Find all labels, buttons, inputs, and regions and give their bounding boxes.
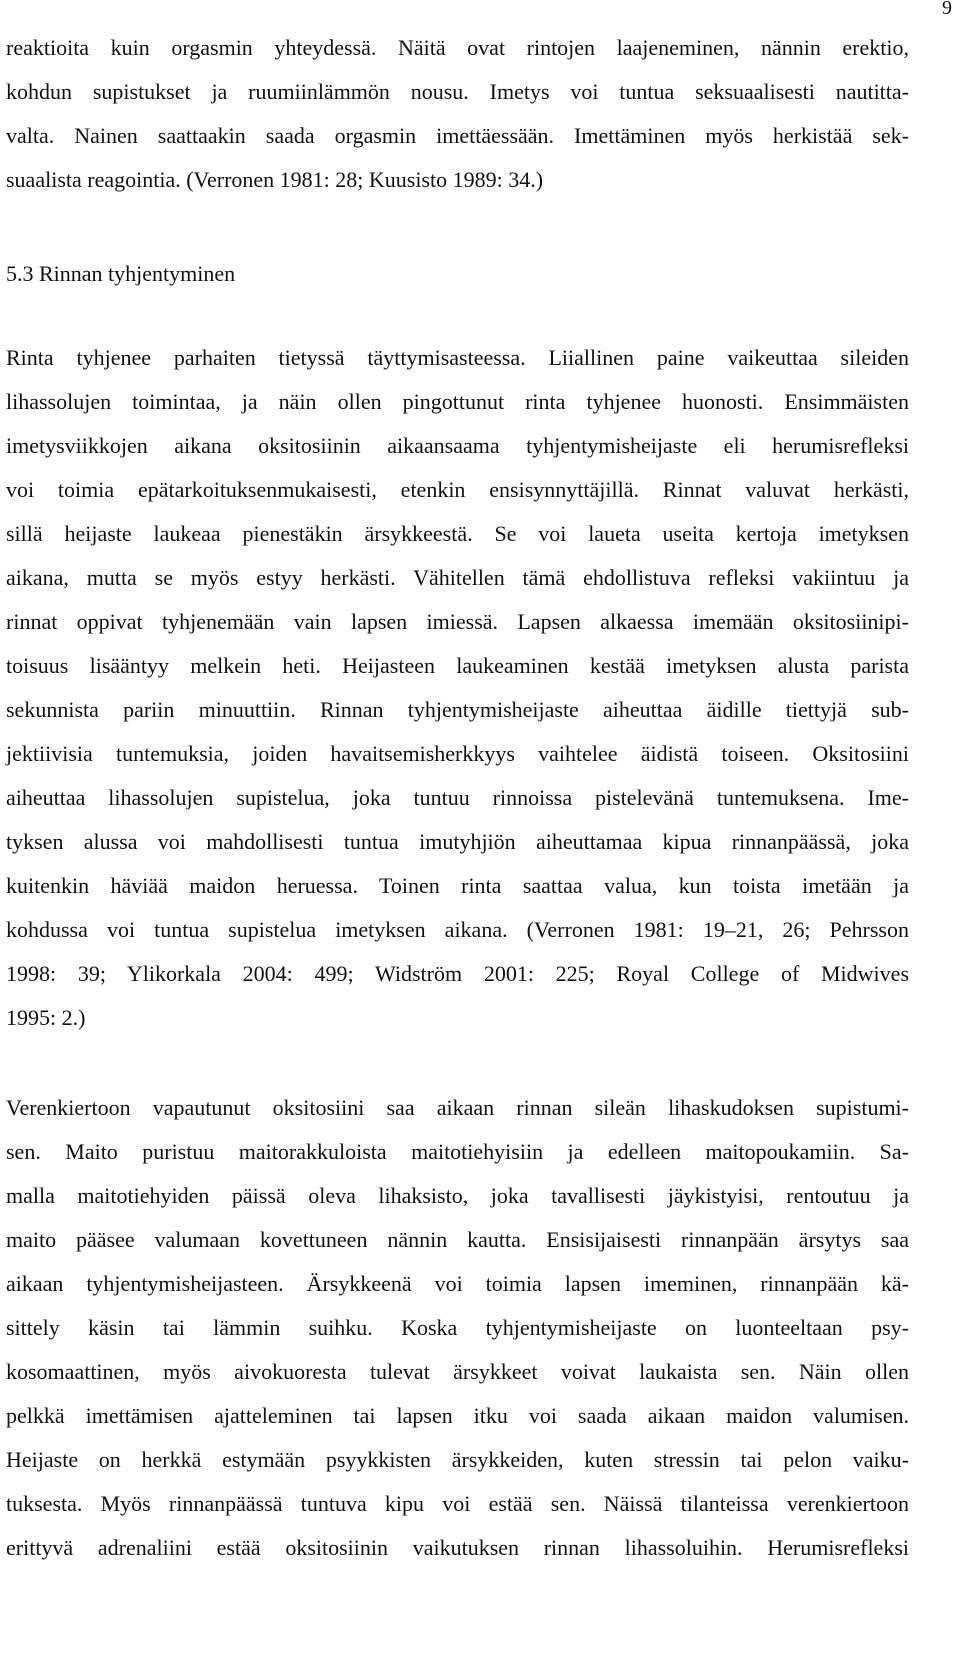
text-line: aikana, mutta se myös estyy herkästi. Vähitellen tämä ehdollistuva refleksi vakiintuu ja [6,565,909,590]
text-line: maito pääsee valumaan kovettuneen nännin kautta. Ensisijaisesti rinnanpään ärsytys saa [6,1227,909,1252]
text-line: voi toimia epätarkoituksenmukaisesti, etenkin ensisynnyttäjillä. Rinnat valuvat herkästi, [6,477,909,502]
text-line: kosomaattinen, myös aivokuoresta tulevat ärsykkeet voivat laukaista sen. Näin ollen [6,1359,909,1384]
text-line: rinnat oppivat tyhjenemään vain lapsen imiessä. Lapsen alkaessa imemään oksitosiinipi- [6,609,909,634]
text-line: Verenkiertoon vapautunut oksitosiini saa aikaan rinnan sileän lihaskudoksen supistumi- [6,1095,909,1120]
text-line: tyksen alussa voi mahdollisesti tuntua imutyhjiön aiheuttamaa kipua rinnanpäässä, joka [6,829,909,854]
text-line: sillä heijaste laukeaa pienestäkin ärsykkeestä. Se voi laueta useita kertoja imetyksen [6,521,909,546]
text-line: erittyvä adrenaliini estää oksitosiinin vaikutuksen rinnan lihassoluihin. Herumisrefleksi [6,1535,909,1560]
text-line: Heijaste on herkkä estymään psyykkisten ärsykkeiden, kuten stressin tai pelon vaiku- [6,1447,909,1472]
text-line: kuitenkin häviää maidon heruessa. Toinen rinta saattaa valua, kun toista imetään ja [6,873,909,898]
text-line: aiheuttaa lihassolujen supistelua, joka tuntuu rinnoissa pistelevänä tuntemuksena. Ime- [6,785,909,810]
text-line: kohdun supistukset ja ruumiinlämmön nousu. Imetys voi tuntua seksuaalisesti nautitta- [6,79,909,104]
text-line: kohdussa voi tuntua supistelua imetyksen aikana. (Verronen 1981: 19–21, 26; Pehrsson [6,917,909,942]
text-line: malla maitotiehyiden päissä oleva lihaksisto, joka tavallisesti jäykistyisi, rentoutuu ja [6,1183,909,1208]
section-heading: 5.3 Rinnan tyhjentyminen [6,261,236,286]
page-number: 9 [942,0,952,19]
text-line: Rinta tyhjenee parhaiten tietyssä täyttymisasteessa. Liiallinen paine vaikeuttaa sileiden [6,345,909,370]
text-line: toisuus lisääntyy melkein heti. Heijasteen laukeaminen kestää imetyksen alusta parista [6,653,909,678]
text-line: aikaan tyhjentymisheijasteen. Ärsykkeenä voi toimia lapsen imeminen, rinnanpään kä- [6,1271,909,1296]
text-line: 1995: 2.) [6,1005,86,1030]
text-line: reaktioita kuin orgasmin yhteydessä. Näitä ovat rintojen laajeneminen, nännin erektio, [6,35,909,60]
text-line: tuksesta. Myös rinnanpäässä tuntuva kipu voi estää sen. Näissä tilanteissa verenkiertoon [6,1491,909,1516]
text-line: pelkkä imettämisen ajatteleminen tai lapsen itku voi saada aikaan maidon valumisen. [6,1403,909,1428]
text-line: sen. Maito puristuu maitorakkuloista maitotiehyisiin ja edelleen maitopoukamiin. Sa- [6,1139,909,1164]
text-line: sekunnista pariin minuuttiin. Rinnan tyhjentymisheijaste aiheuttaa äidille tiettyjä sub- [6,697,909,722]
text-line: valta. Nainen saattaakin saada orgasmin imettäessään. Imettäminen myös herkistää sek- [6,123,909,148]
text-line: sittely käsin tai lämmin suihku. Koska tyhjentymisheijaste on luonteeltaan psy- [6,1315,909,1340]
text-line: jektiivisia tuntemuksia, joiden havaitsemisherkkyys vaihtelee äidistä toiseen. Oksitosiini [6,741,909,766]
text-line: 1998: 39; Ylikorkala 2004: 499; Widström 2001: 225; Royal College of Midwives [6,961,909,986]
text-line: suaalista reagointia. (Verronen 1981: 28; Kuusisto 1989: 34.) [6,167,544,192]
text-line: imetysviikkojen aikana oksitosiinin aikaansaama tyhjentymisheijaste eli herumisrefleksi [6,433,909,458]
text-line: lihassolujen toimintaa, ja näin ollen pingottunut rinta tyhjenee huonosti. Ensimmäisten [6,389,909,414]
